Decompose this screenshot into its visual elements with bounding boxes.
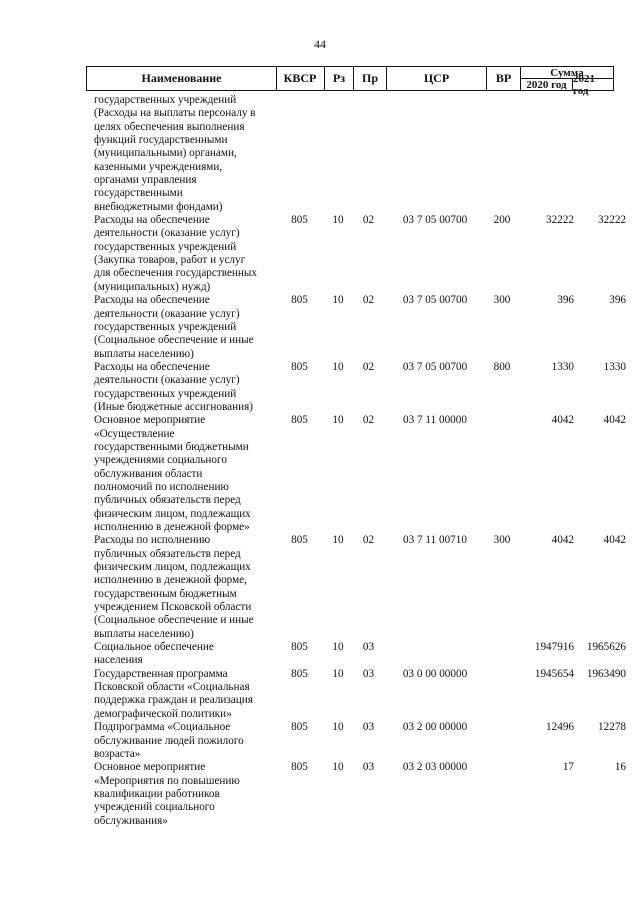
row-rz: 10 [332, 641, 344, 654]
row-sum-2020: 396 [557, 294, 574, 307]
row-vr: 200 [493, 214, 511, 227]
header-csr: ЦСР [387, 67, 487, 90]
row-sum-2020: 1945654 [534, 667, 574, 680]
header-rz: Рз [325, 67, 354, 90]
row-sum-2020: 12496 [546, 721, 574, 734]
table-row [86, 360, 626, 414]
row-name: Основное мероприятие «Мероприятия по повышению квалификации работников учреждений социального обслуживания» [94, 761, 240, 827]
row-csr: 03 7 11 00710 [403, 534, 467, 547]
header-year-2020: 2020 год [521, 79, 573, 90]
row-sum-2020: 1947916 [534, 641, 574, 654]
row-csr: 03 7 05 00700 [402, 294, 468, 307]
row-kvsr: 805 [291, 721, 308, 734]
row-kvsr: 805 [291, 667, 308, 680]
table-row [86, 94, 614, 214]
row-pr: 02 [362, 360, 375, 373]
row-rz: 10 [332, 761, 344, 774]
row-kvsr: 805 [291, 214, 308, 227]
row-csr: 03 7 05 00700 [402, 214, 468, 227]
row-sum-2021: 12278 [598, 721, 626, 734]
table-row [86, 214, 626, 294]
row-pr: 03 [362, 761, 375, 774]
row-sum-2020: 17 [562, 761, 574, 774]
page-number: 44 [314, 37, 326, 51]
row-pr: 02 [362, 294, 375, 307]
table-row [86, 294, 626, 361]
row-rz: 10 [332, 414, 344, 427]
table-header [86, 66, 614, 97]
row-csr: 03 0 00 00000 [402, 667, 468, 680]
row-name: Расходы на обеспечение деятельности (оказание услуг) государственных учреждений (Социальное обеспечение и иные выплаты населению) [94, 294, 254, 360]
row-name: государственных учреждений (Расходы на выплаты персоналу в целях обеспечения выполнения функций государственными (муниципальными) органами, казенными учреждениями, органами управления государственными внебюджетными фондами) [94, 94, 256, 213]
row-name: Основное мероприятие «Осуществление государственными бюджетными учреждениями социального обслуживания области полномочий по исполнению публичных обязательств перед физическим лицом, подлежащих исполнению в денежной форме» [94, 414, 251, 533]
row-sum-2021: 4042 [603, 534, 626, 547]
row-pr: 03 [362, 721, 375, 734]
row-csr: 03 2 03 00000 [402, 761, 468, 774]
row-kvsr: 805 [291, 534, 308, 547]
table-row [86, 414, 626, 534]
table-row [86, 641, 626, 668]
row-sum-2021: 4042 [603, 414, 626, 427]
row-sum-2021: 32222 [598, 214, 626, 227]
header-year-2021: 2021 год [573, 72, 595, 97]
row-name: Расходы на обеспечение деятельности (оказание услуг) государственных учреждений (Закупка товаров, работ и услуг для обеспечения государственных (муниципальных) нужд) [94, 214, 258, 293]
row-csr: 03 7 11 00000 [403, 414, 467, 427]
row-kvsr: 805 [291, 360, 308, 373]
row-rz: 10 [332, 667, 344, 680]
row-pr: 02 [362, 534, 375, 547]
row-sum-2021: 1330 [603, 360, 626, 373]
row-kvsr: 805 [291, 641, 308, 654]
row-rz: 10 [332, 360, 344, 373]
table-row [86, 721, 626, 761]
table-row [86, 761, 626, 828]
row-rz: 10 [332, 294, 344, 307]
row-kvsr: 805 [291, 414, 308, 427]
row-kvsr: 805 [291, 761, 308, 774]
table-body [86, 94, 626, 828]
table-row [86, 667, 626, 721]
row-sum-2020: 4042 [551, 414, 574, 427]
header-name: Наименование [87, 67, 277, 90]
row-pr: 03 [362, 667, 375, 680]
header-sum: Сумма [521, 67, 613, 79]
row-sum-2021: 1965626 [586, 641, 626, 654]
row-sum-2020: 4042 [551, 534, 574, 547]
row-pr: 03 [362, 641, 375, 654]
row-csr: 03 7 05 00700 [402, 360, 468, 373]
row-name: Государственная программа Псковской области «Социальная поддержка граждан и реализация демографической политики» [94, 667, 253, 720]
row-kvsr: 805 [291, 294, 308, 307]
row-sum-2020: 1330 [551, 360, 574, 373]
table-row [86, 534, 626, 641]
row-vr: 300 [493, 294, 511, 307]
row-pr: 02 [362, 414, 375, 427]
row-sum-2021: 396 [609, 294, 626, 307]
row-name: Расходы по исполнению публичных обязательств перед физическим лицом, подлежащих исполнению в денежной форме, государственным бюджетным учреждением Псковской области (Социальное обеспечение и иные выплаты населению) [94, 534, 254, 640]
row-name: Социальное обеспечение населения [94, 641, 214, 667]
row-sum-2021: 1963490 [586, 667, 626, 680]
row-sum-2021: 16 [614, 761, 626, 774]
row-pr: 02 [362, 214, 375, 227]
row-name: Подпрограмма «Социальное обслуживание людей пожилого возраста» [94, 721, 244, 760]
row-vr: 300 [493, 534, 511, 547]
row-rz: 10 [332, 721, 344, 734]
header-pr: Пр [354, 67, 387, 90]
header-kvsr: КВСР [276, 67, 325, 90]
row-csr: 03 2 00 00000 [402, 721, 468, 734]
row-rz: 10 [332, 214, 344, 227]
row-sum-2020: 32222 [546, 214, 574, 227]
row-vr: 800 [493, 360, 511, 373]
header-vr: ВР [487, 67, 521, 90]
row-name: Расходы на обеспечение деятельности (оказание услуг) государственных учреждений (Иные бюджетные ассигнования) [94, 360, 253, 413]
header-sum-group [521, 66, 613, 97]
row-rz: 10 [332, 534, 344, 547]
